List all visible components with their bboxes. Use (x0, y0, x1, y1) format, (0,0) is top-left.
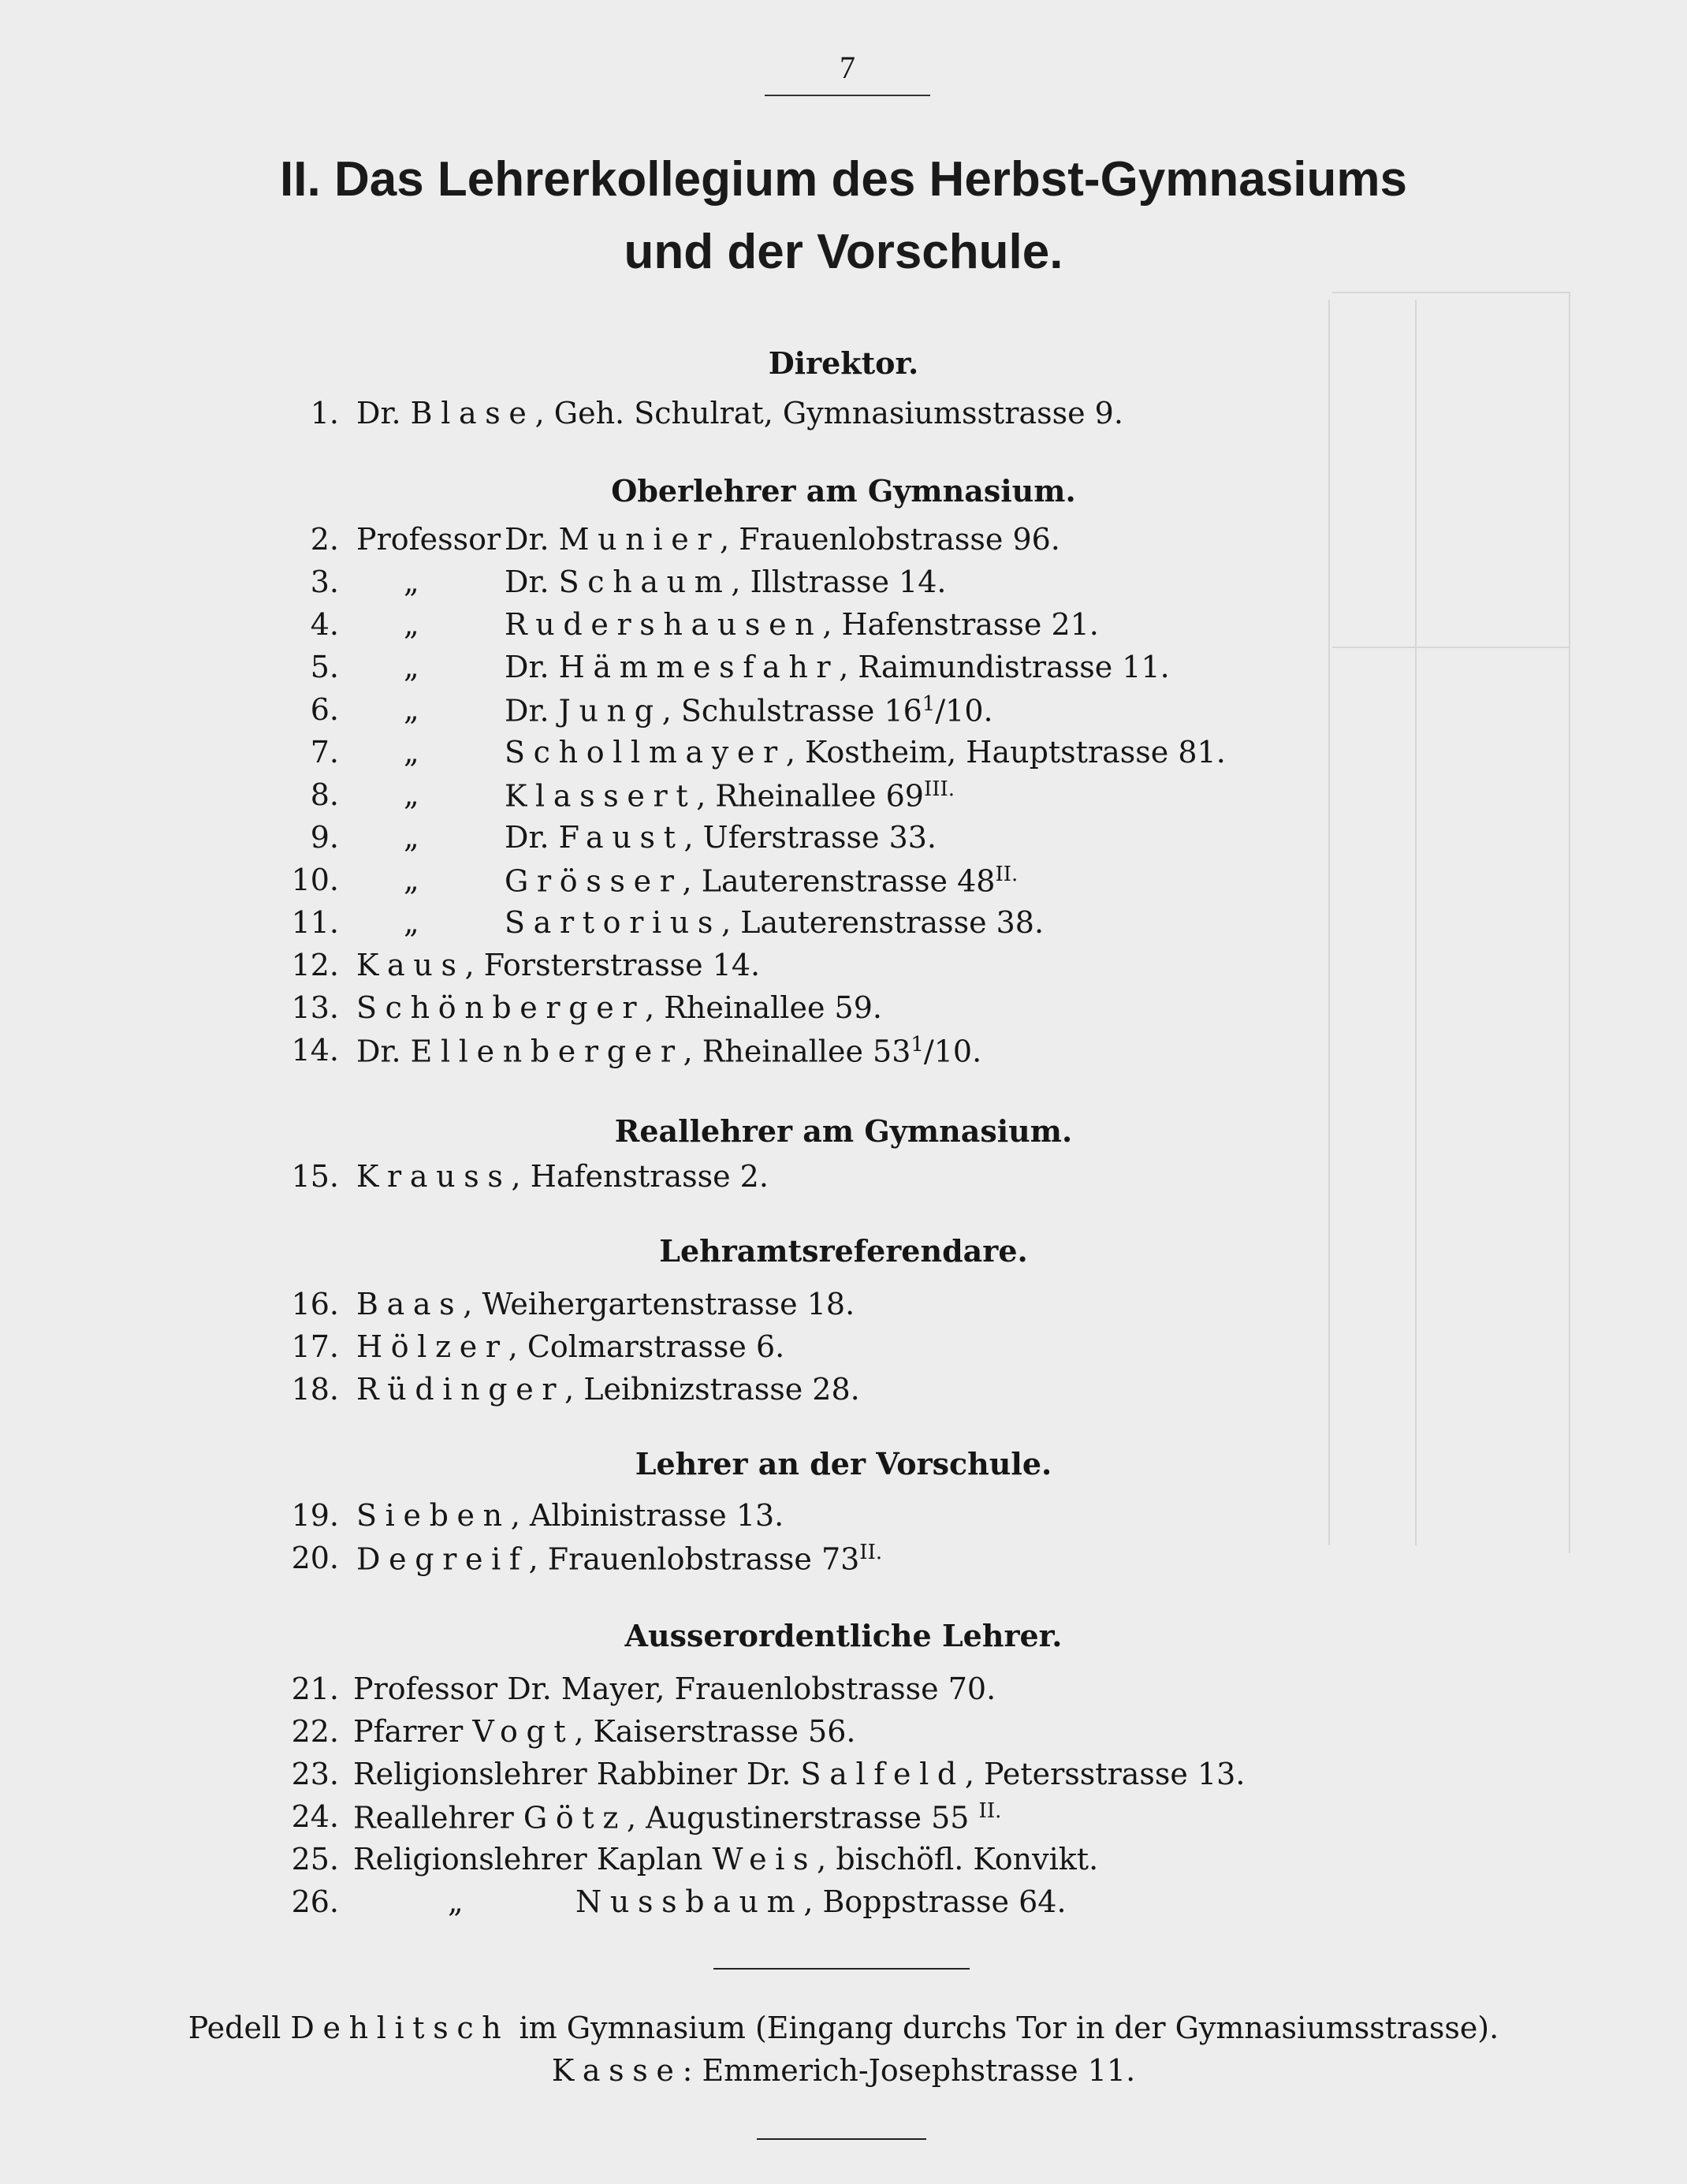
entry-name: Weis (712, 1842, 817, 1877)
entry-details: , Weihergartenstrasse 18. (463, 1287, 855, 1321)
entry-name: Jung (558, 693, 662, 729)
entry-details: , Rheinallee 59. (645, 990, 882, 1025)
entry-number: 17. (291, 1329, 339, 1364)
section-heading-oberlehrer: Oberlehrer am Gymnasium. (611, 473, 1076, 509)
entry-superscript: II. (978, 1799, 1002, 1823)
entry-details: , Schulstrasse 16 (661, 693, 922, 729)
entry-number: 23. (291, 1757, 339, 1791)
entry-name: Degreif (356, 1541, 529, 1577)
footer-details: im Gymnasium (Eingang durchs Tor in der Gymnasiumsstrasse). (509, 2011, 1499, 2045)
ditto-mark: „ (448, 1884, 464, 1919)
entry-superscript: 1 (922, 692, 936, 716)
footer-prefix: Pedell (188, 2011, 291, 2045)
entry-prefix: Pfarrer (353, 1714, 473, 1749)
entry-prefix: Dr. (356, 396, 411, 430)
entry-details: , Rheinallee 53 (683, 1034, 911, 1069)
entry-number: 4. (310, 607, 339, 642)
entry-name: Munier (558, 522, 721, 557)
ditto-mark: „ (404, 565, 419, 599)
end-rule (757, 2138, 926, 2140)
entry-number: 16. (291, 1287, 339, 1321)
entry-details: , Albinistrasse 13. (510, 1498, 784, 1533)
entry-superscript: II. (995, 863, 1019, 886)
entry-details: , Forsterstrasse 14. (464, 948, 761, 982)
entry-prefix: Dr. (356, 1034, 411, 1069)
entry-prefix: Dr. (505, 565, 559, 599)
footer-line-2 (79, 2053, 1608, 2088)
entry-name: Baas (356, 1287, 464, 1321)
entry-number: 15. (291, 1159, 339, 1194)
ditto-mark: „ (404, 607, 419, 642)
entry-prefix: Religionslehrer Kaplan (353, 1842, 713, 1877)
entry-details: , Uferstrasse 33. (683, 820, 937, 855)
entry-name: Götz (523, 1800, 628, 1836)
entry-name: Hämmesfahr (558, 650, 840, 684)
entry-details: , Rheinallee 69 (696, 778, 924, 814)
entry-details: , Frauenlobstrasse 96. (720, 522, 1060, 557)
ditto-mark: „ (404, 777, 419, 812)
entry-prefix: Dr. (505, 650, 559, 684)
entry-number: 6. (310, 692, 339, 727)
entry-number: 14. (291, 1033, 339, 1068)
entry-tail: /10. (935, 693, 993, 729)
entry-number: 22. (291, 1714, 339, 1749)
entry-number: 20. (291, 1541, 339, 1575)
entry-details: , Frauenlobstrasse 73 (528, 1541, 860, 1577)
entry-number: 13. (291, 990, 339, 1025)
entry-name: Kaus (356, 948, 465, 982)
entry-name: Schollmayer (505, 735, 786, 770)
ditto-mark: „ (404, 650, 419, 684)
entry-title: Professor (356, 522, 501, 557)
entry-details: , Colmarstrasse 6. (508, 1329, 785, 1364)
entry-details: , Lauterenstrasse 38. (721, 905, 1045, 940)
entry-name: Rüdinger (356, 1372, 565, 1407)
entry-name: Schaum (558, 565, 732, 599)
ditto-mark: „ (404, 735, 419, 770)
page-number: 7 (840, 50, 855, 85)
entry-details: , Petersstrasse 13. (964, 1757, 1246, 1791)
page-title-line-1: II. Das Lehrerkollegium des Herbst-Gymnasiums (280, 152, 1407, 207)
entry-prefix: Reallehrer (353, 1800, 523, 1836)
entry-details: , Kostheim, Hauptstrasse 81. (785, 735, 1226, 770)
entry-details: , Augustinerstrasse 55 (627, 1800, 979, 1836)
entry-number: 7. (310, 735, 339, 770)
entry-number: 5. (310, 650, 339, 684)
entry-name: Nussbaum (575, 1884, 804, 1919)
section-heading-referendare: Lehramtsreferendare. (659, 1233, 1028, 1269)
entry-tail: /10. (923, 1034, 982, 1069)
entry-superscript: 1 (911, 1033, 924, 1057)
entry-number: 25. (291, 1842, 339, 1877)
entry-number: 10. (291, 863, 339, 897)
section-heading-ausserordentliche: Ausserordentliche Lehrer. (624, 1618, 1063, 1653)
entry-name: Faust (558, 820, 684, 855)
entry-prefix: Religionslehrer Rabbiner Dr. (353, 1757, 801, 1791)
footer-name: Dehlitsch (290, 2011, 510, 2045)
entry-number: 24. (291, 1799, 339, 1834)
entry-details: , Hafenstrasse 21. (822, 607, 1099, 642)
entry-name: Hölzer (356, 1329, 508, 1364)
entry-prefix: Dr. (505, 820, 559, 855)
entry-name: Ellenberger (410, 1034, 683, 1069)
entry-details: , Raimundistrasse 11. (839, 650, 1170, 684)
entry-number: 19. (291, 1498, 339, 1533)
show-through-line (1569, 292, 1570, 1553)
entry-name: Vogt (472, 1714, 575, 1749)
page-number-rule (765, 95, 930, 96)
entry-number: 8. (310, 777, 339, 812)
entry-number: 18. (291, 1372, 339, 1407)
entry-details: , Boppstrasse 64. (803, 1884, 1067, 1919)
entry-number: 1. (310, 396, 339, 430)
entry-details: , Lauterenstrasse 48 (682, 863, 996, 899)
entry-details: , Geh. Schulrat, Gymnasiumsstrasse 9. (534, 396, 1123, 430)
section-heading-reallehrer: Reallehrer am Gymnasium. (614, 1113, 1073, 1149)
entry-number: 2. (310, 522, 339, 557)
section-divider (713, 1968, 970, 1970)
entry-name: Schönberger (356, 990, 646, 1025)
entry-details: , bischöfl. Konvikt. (817, 1842, 1099, 1877)
entry-number: 12. (291, 948, 339, 982)
ditto-mark: „ (404, 905, 419, 940)
entry-superscript: II. (859, 1541, 883, 1564)
entry-superscript: III. (923, 777, 955, 801)
section-heading-vorschule: Lehrer an der Vorschule. (635, 1446, 1052, 1481)
entry-details: , Leibnizstrasse 28. (564, 1372, 860, 1407)
entry-name: Sieben (356, 1498, 511, 1533)
entry-number: 26. (291, 1884, 339, 1919)
entry-number: 21. (291, 1672, 339, 1706)
entry-prefix: Dr. (505, 693, 559, 729)
entry-name: Blase (410, 396, 535, 430)
entry-details: , Hafenstrasse 2. (511, 1159, 769, 1194)
entry-number: 9. (310, 820, 339, 855)
show-through-line (1332, 292, 1569, 293)
show-through-line (1332, 647, 1569, 648)
entry-name: Krauss (356, 1159, 512, 1194)
entry-name: Klassert (505, 778, 697, 814)
entry-details: , Kaiserstrasse 56. (574, 1714, 856, 1749)
entry-name: Grösser (505, 863, 683, 899)
ditto-mark: „ (404, 820, 419, 855)
footer-label: Kasse (551, 2053, 683, 2088)
page-title-line-2: und der Vorschule. (624, 225, 1063, 279)
entry-prefix: Dr. (505, 522, 559, 557)
entry-number: 3. (310, 565, 339, 599)
entry-name: Sartorius (505, 905, 722, 940)
entry-name: Rudershausen (505, 607, 823, 642)
ditto-mark: „ (404, 863, 419, 897)
entry-name: Salfeld (800, 1757, 965, 1791)
section-heading-direktor: Direktor. (768, 345, 919, 381)
entry-number: 11. (291, 905, 339, 940)
footer-line-1 (79, 2011, 1608, 2045)
ditto-mark: „ (404, 692, 419, 727)
entry-details: , Illstrasse 14. (731, 565, 947, 599)
entry-prefix: Professor Dr. Mayer, Frauenlobstrasse 70. (353, 1672, 996, 1706)
footer-details: : Emmerich-Josephstrasse 11. (682, 2053, 1136, 2088)
